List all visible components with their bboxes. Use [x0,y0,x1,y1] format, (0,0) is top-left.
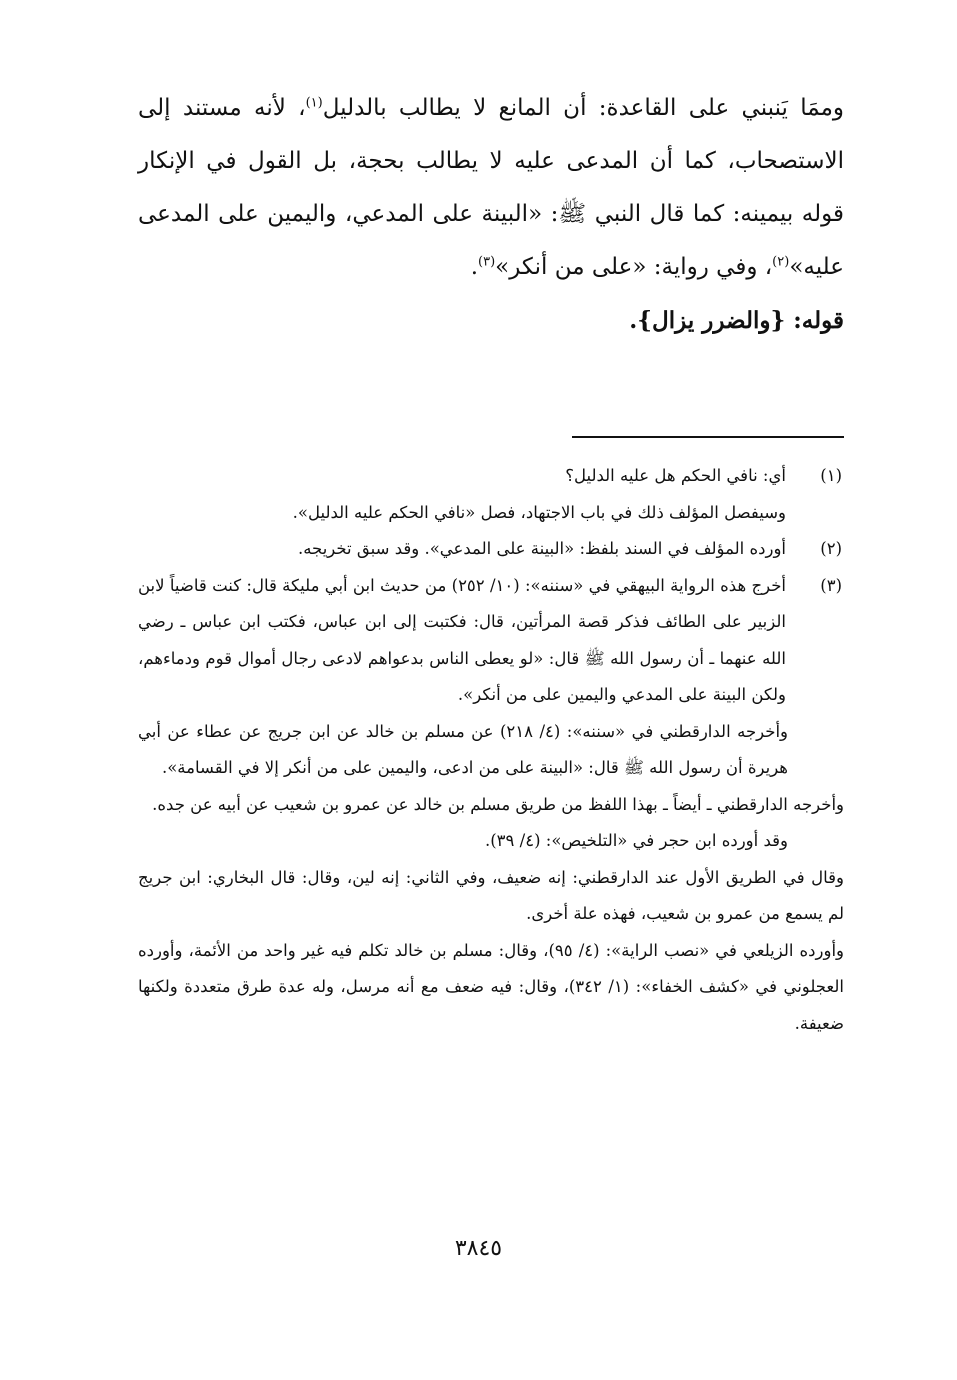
paragraph-text: ، لأنه مستند إلى الاستصحاب، كما أن المدعى عليه لا يطالب بحجة، بل القول في الإنكار قوله بيمينه: كما قال النبي ﷺ: «البينة على المدعي، واليمين على المدعى عليه» [138,95,844,280]
footnotes [138,458,844,1042]
paragraph-text: وممَا يَنبني على القاعدة: أن المانع لا يطالب بالدليل [322,95,844,121]
footnote-ref-3: (٣) [478,254,496,270]
footnote-continuation: وقد أورده ابن حجر في «التلخيص»: (٤/ ٣٩). [484,831,788,850]
main-paragraph [138,82,844,294]
footnote-separator [572,436,844,438]
paragraph-end: . [470,254,479,280]
footnote-line: وسيفصل المؤلف ذلك في باب الاجتهاد، فصل «نافي الحكم عليه الدليل». [292,502,786,522]
footnote-number: (١) [820,466,842,485]
footnote-body [138,458,786,531]
footnote-body: أخرج هذه الرواية البيهقي في «سننه»: (١٠/ ٢٥٢) من حديث ابن أبي مليكة قال: كنت قاضياً لابن الزبير على الطائف فذكر قصة المرأتين، قال: فكتبت إلى ابن عباس، فكتب ابن عباس ـ رضي الله عنهما ـ أن رسول الله ﷺ قال: «لو يعطى الناس بدعواهم لادعى رجال أموال قوم ودماءهم، ولكن البينة على المدعي واليمين على من أنكر». [138,575,787,704]
footnote-2 [138,531,844,568]
footnote-1 [138,458,844,531]
footnote-number: (٣) [820,575,842,595]
page-number: ٣٨٤٥ [454,1236,503,1261]
footnote-ref-2: (٢) [772,254,790,270]
footnote-ref-1: (١) [305,95,323,111]
paragraph-text: ، وفي رواية: «على من أنكر» [495,254,773,280]
section-heading: قوله: {والضرر يزال}. [629,307,844,334]
footnote-continuation: وأخرجه الدارقطني ـ أيضاً ـ بهذا اللفظ من طريق مسلم بن خالد عن عمرو بن شعيب عن أبيه عن جده. [152,794,844,814]
footnote-number: (٢) [820,539,842,558]
footnote-body: أورده المؤلف في السند بلفظ: «البينة على المدعي». وقد سبق تخريجه. [297,539,786,558]
footnote-line: أي: نافي الحكم هل عليه الدليل؟ [565,466,786,485]
footnote-continuation: وأورده الزيلعي في «نصب الراية»: (٤/ ٩٥)، وقال: مسلم بن خالد تكلم فيه غير واحد من الأئمة، وأورده العجلوني في «كشف الخفاء»: (١/ ٣٤٢)، وقال: فيه ضعف مع أنه مرسل، وله عدة طرق متعددة ولكنها ضعيفة. [138,940,844,1033]
footnote-continuation: وقال في الطريق الأول عند الدارقطني: إنه ضعيف، وفي الثاني: إنه لين، وقال: قال البخاري: ابن جريج لم يسمع من عمرو بن شعيب، فهذه علة أخرى. [138,867,844,923]
footnote-continuation: وأخرجه الدارقطني في «سننه»: (٤/ ٢١٨) عن مسلم بن خالد عن ابن جريج عن عطاء عن أبي هريرة أن رسول الله ﷺ قال: «البينة على من ادعى، واليمين على من أنكر إلا في القسامة». [138,721,789,777]
footnote-3 [138,568,844,714]
main-text [138,82,844,347]
